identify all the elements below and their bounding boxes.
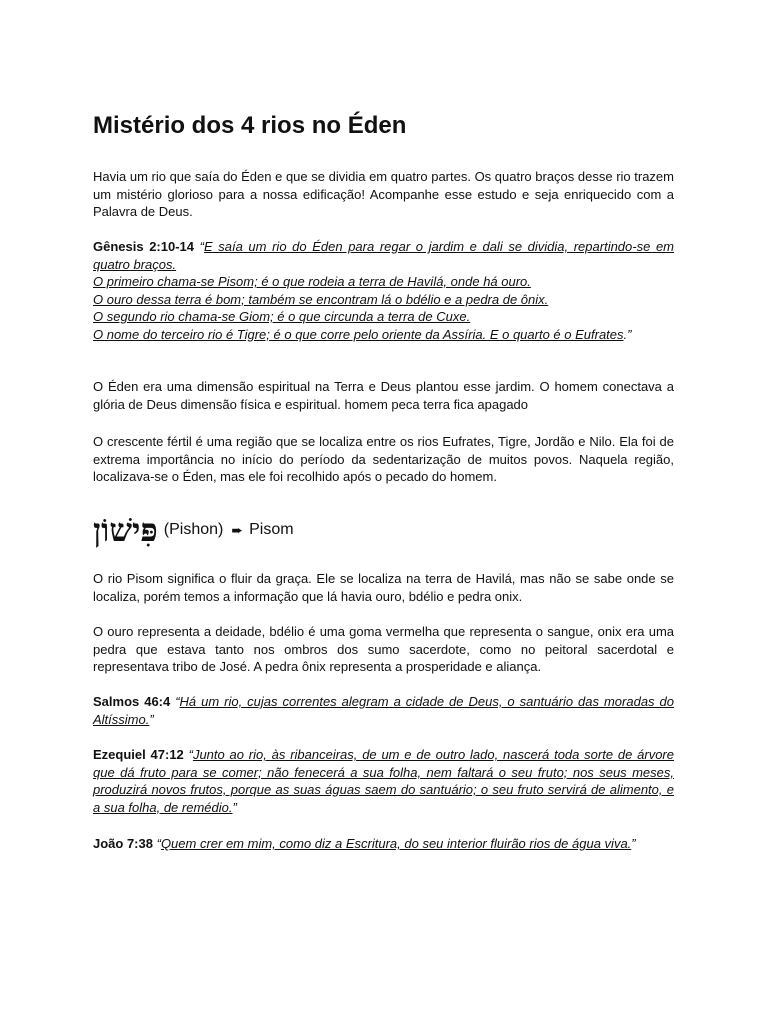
pisom-paragraph: O rio Pisom significa o fluir da graça. Ele se localiza na terra de Havilá, mas não se sabe onde se localiza, porém temos a informação que lá havia ouro, bdélio e pedra onix.: [93, 571, 674, 604]
salmos-citation: [93, 693, 674, 728]
genesis-line-5: O nome do terceiro rio é Tigre; é o que corre pelo oriente da Assíria. E o quarto é o Eufrates: [93, 326, 624, 342]
ezequiel-citation: [93, 746, 674, 816]
joao-open-quote: “: [152, 836, 161, 851]
joao-text: Quem crer em mim, como diz a Escritura, do seu interior fluirão rios de água viva.: [160, 836, 632, 851]
genesis-citation: [93, 238, 674, 343]
joao-close-quote: ”: [631, 836, 636, 851]
genesis-close-quote: .”: [623, 326, 632, 342]
intro-paragraph: Havia um rio que saía do Éden e que se dividia em quatro partes. Os quatro braços desse rio trazem um mistério glorioso para a nossa edificação! Acompanhe esse estudo e seja enriquecido com a Palavra de Deus.: [93, 169, 674, 219]
pisom-section-heading: [93, 510, 294, 550]
ezequiel-close-quote: ”: [232, 799, 237, 815]
transliteration: (Pishon): [163, 521, 224, 538]
genesis-line-1: E saía um rio do Éden para regar o jardim e dali se dividia, repartindo-se em quatro braços.: [93, 239, 674, 272]
salmos-text: Há um rio, cujas correntes alegram a cidade de Deus, o santuário das moradas do Altíssimo.: [93, 694, 674, 727]
salmos-reference: Salmos 46:4: [93, 694, 171, 709]
genesis-line-3: O ouro dessa terra é bom; também se encontram lá o bdélio e a pedra de ônix.: [93, 291, 549, 307]
document-title: Mistério dos 4 rios no Éden: [93, 112, 407, 139]
genesis-line-4: O segundo rio chama-se Giom; é o que circunda a terra de Cuxe.: [93, 309, 471, 324]
arrow-right-icon: ➨: [231, 521, 244, 538]
joao-citation: [93, 835, 674, 853]
crescent-paragraph: O crescente fértil é uma região que se localiza entre os rios Eufrates, Tigre, Jordão e Nilo. Ela foi de extrema importância no início do período da sedentarização de muitos povos. Naquela região, localizava-se o Éden, mas ele foi recolhido após o pecado do homem.: [93, 434, 674, 484]
hebrew-word: פִּישׁוֹן: [93, 511, 158, 549]
genesis-reference: Gênesis 2:10-14: [93, 239, 195, 254]
ezequiel-reference: Ezequiel 47:12: [93, 747, 184, 762]
ezequiel-open-quote: “: [183, 747, 193, 762]
genesis-open-quote: “: [194, 239, 204, 254]
section-name: Pisom: [249, 521, 294, 538]
salmos-close-quote: ”: [149, 711, 154, 727]
genesis-line-2: O primeiro chama-se Pisom; é o que rodeia a terra de Havilá, onde há ouro.: [93, 274, 531, 289]
eden-paragraph: O Éden era uma dimensão espiritual na Terra e Deus plantou esse jardim. O homem conectava a glória de Deus dimensão física e espiritual. homem peca terra fica apagado: [93, 379, 674, 412]
ezequiel-text: Junto ao rio, às ribanceiras, de um e de outro lado, nascerá toda sorte de árvore que dá fruto para se comer; não fenecerá a sua folha, nem faltará o seu fruto; nos seus meses, produzirá novos frutos, porque as suas águas saem do santuário; o seu fruto servirá de alimento, e a sua folha, de remédio.: [93, 747, 674, 815]
salmos-open-quote: “: [170, 694, 180, 709]
gold-paragraph: O ouro representa a deidade, bdélio é uma goma vermelha que representa o sangue, onix era uma pedra que estava tanto nos ombros dos sumo sacerdote, como no peitoral sacerdotal e representava tribo de José. A pedra ônix representa a prosperidade e aliança.: [93, 624, 674, 674]
joao-reference: João 7:38: [93, 836, 153, 851]
